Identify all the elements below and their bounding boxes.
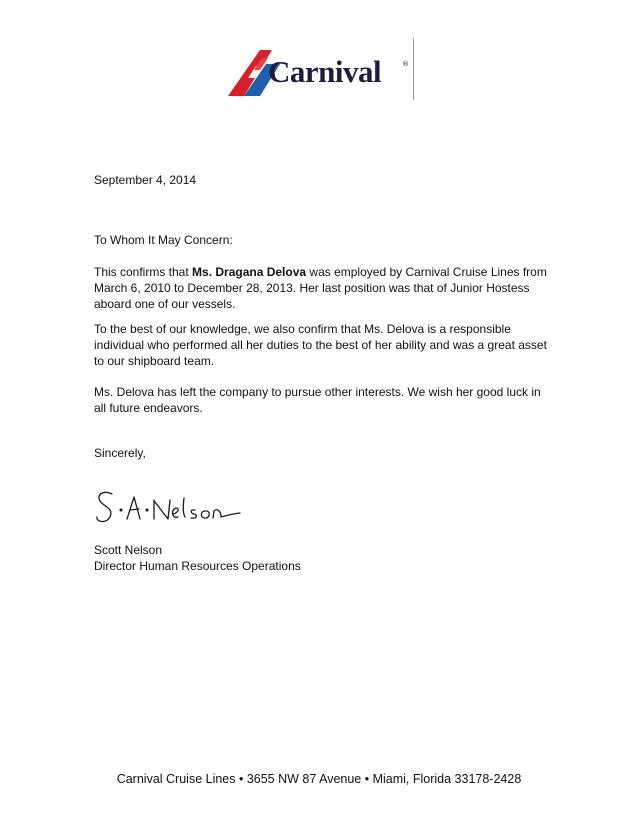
letter-paragraph-1	[94, 264, 554, 312]
signer-name: Scott Nelson	[94, 543, 163, 557]
letter-paragraph-2: To the best of our knowledge, we also confirm that Ms. Delova is a responsible individual who performed all her duties to the best of her ability and was a great asset to our shipboard team.	[94, 322, 547, 368]
letter-date: September 4, 2014	[94, 173, 197, 187]
employee-name: Ms. Dragana Delova	[192, 265, 307, 279]
signer-title: Director Human Resources Operations	[94, 559, 301, 573]
signer-block	[94, 542, 554, 574]
carnival-logo	[226, 44, 416, 102]
para1-intro: This confirms that	[94, 265, 193, 279]
para1-rest: was employed by Carnival Cruise Lines from March 6, 2010 to December 28, 2013. Her last position was that of Junior Hostess aboard one of our vessels.	[94, 265, 547, 311]
letter-closing: Sincerely,	[94, 446, 146, 460]
carnival-wordmark: Carnival	[268, 54, 382, 89]
letter-paragraph-3: Ms. Delova has left the company to pursue other interests. We wish her good luck in all future endeavors.	[94, 385, 541, 415]
handwritten-signature	[94, 486, 254, 528]
letterhead-divider	[413, 38, 414, 100]
footer-address: Carnival Cruise Lines • 3655 NW 87 Avenue • Miami, Florida 33178-2428	[116, 772, 522, 786]
registered-mark: ®	[402, 60, 409, 68]
letter-salutation: To Whom It May Concern:	[94, 233, 233, 247]
